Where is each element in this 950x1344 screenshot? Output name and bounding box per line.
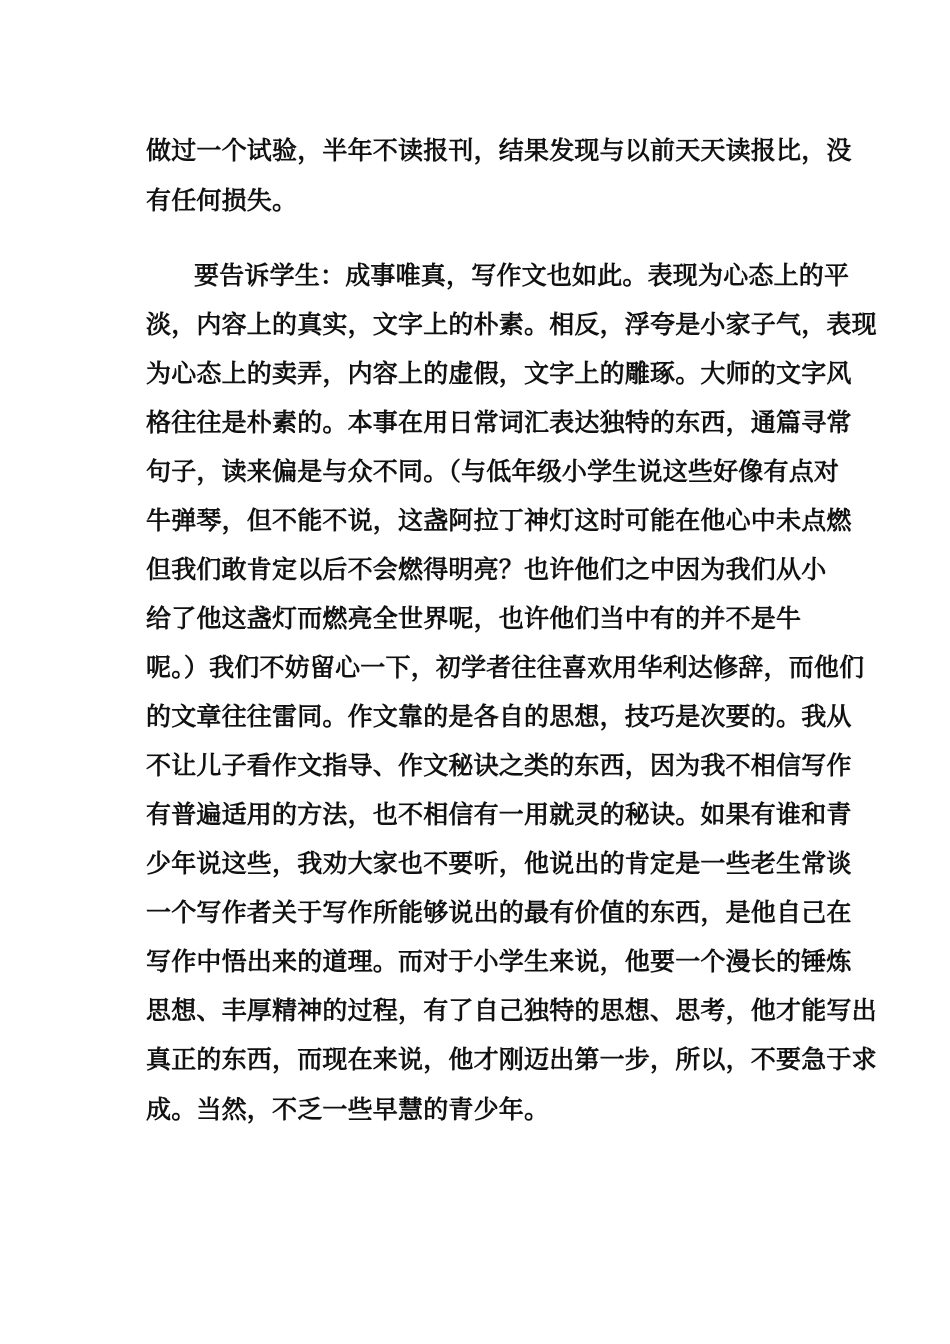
text-line: 为心态上的卖弄，内容上的虚假，文字上的雕琢。大师的文字风: [146, 359, 852, 388]
text-line: 牛弹琴，但不能不说，这盏阿拉丁神灯这时可能在他心中未点燃: [146, 506, 852, 535]
text-line: 有任何损失。: [146, 186, 298, 215]
text-line: 不让儿子看作文指导、作文秘诀之类的东西，因为我不相信写作: [146, 751, 852, 780]
text-line: 一个写作者关于写作所能够说出的最有价值的东西，是他自己在: [146, 898, 852, 927]
text-line: 有普遍适用的方法，也不相信有一用就灵的秘诀。如果有谁和青: [146, 800, 852, 829]
text-line: 做过一个试验，半年不读报刊，结果发现与以前天天读报比，没: [146, 136, 852, 165]
text-line: 呢。）我们不妨留心一下，初学者往往喜欢用华利达修辞，而他们: [146, 653, 865, 682]
text-line: 但我们敢肯定以后不会燃得明亮？也许他们之中因为我们从小: [146, 555, 827, 584]
text-line: 要告诉学生：成事唯真，写作文也如此。表现为心态上的平: [194, 261, 850, 290]
text-line: 少年说这些，我劝大家也不要听，他说出的肯定是一些老生常谈: [146, 849, 852, 878]
text-line: 成。当然，不乏一些早慧的青少年。: [146, 1095, 550, 1124]
text-line: 的文章往往雷同。作文靠的是各自的思想，技巧是次要的。我从: [146, 702, 852, 731]
text-line: 淡，内容上的真实，文字上的朴素。相反，浮夸是小家子气，表现: [146, 310, 877, 339]
text-line: 思想、丰厚精神的过程，有了自己独特的思想、思考，他才能写出: [146, 996, 877, 1025]
text-line: 句子，读来偏是与众不同。（与低年级小学生说这些好像有点对: [146, 457, 840, 486]
text-line: 给了他这盏灯而燃亮全世界呢，也许他们当中有的并不是牛: [146, 604, 802, 633]
text-line: 写作中悟出来的道理。而对于小学生来说，他要一个漫长的锤炼: [146, 947, 852, 976]
text-line: 真正的东西，而现在来说，他才刚迈出第一步，所以，不要急于求: [146, 1045, 877, 1074]
text-line: 格往往是朴素的。本事在用日常词汇表达独特的东西，通篇寻常: [146, 408, 852, 437]
